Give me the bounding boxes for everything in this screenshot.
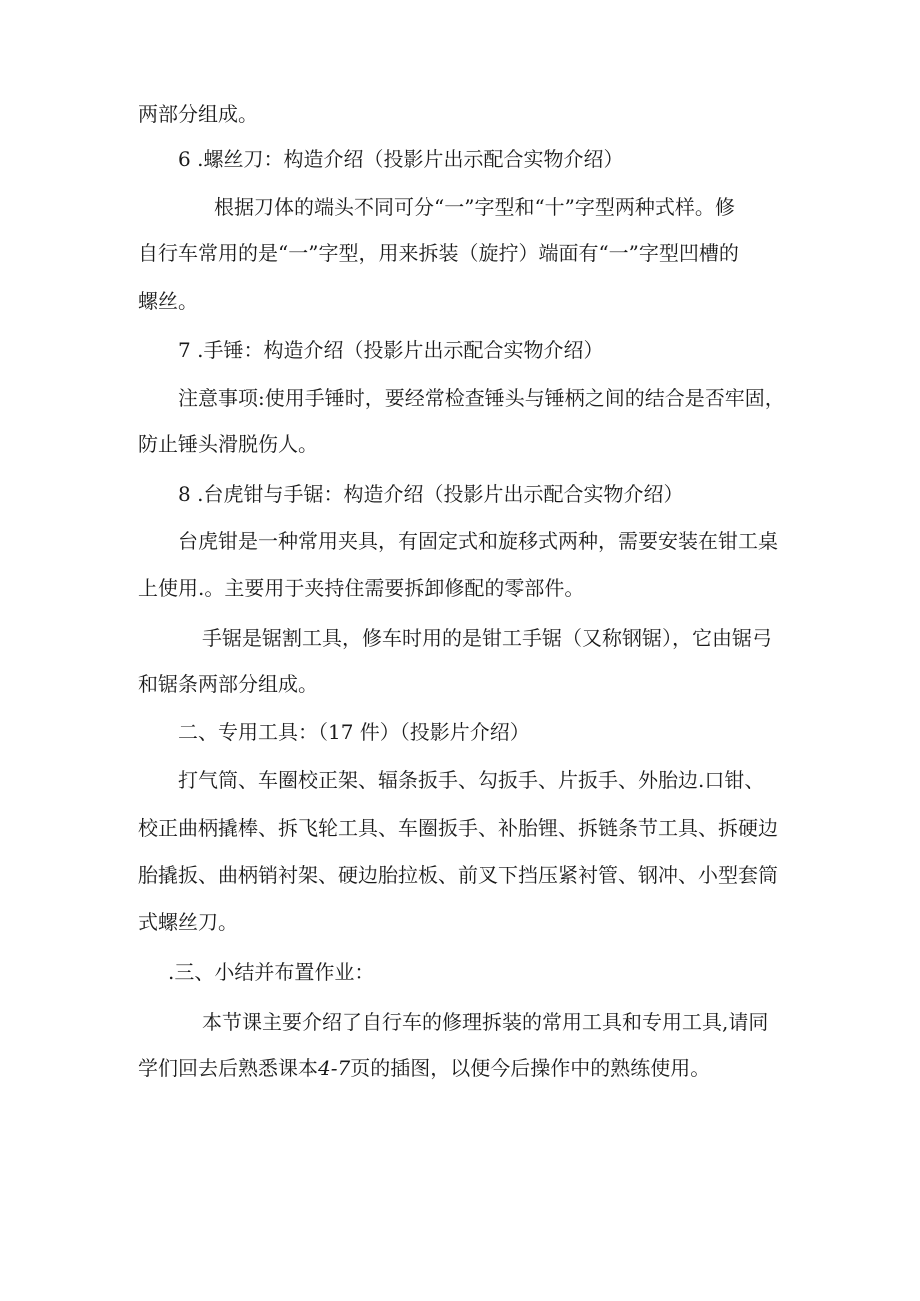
heading-text: 8 .台虎钳与手锯：构造介绍（投影片出示配合实物介绍） [178, 482, 684, 506]
text-line: 根据刀体的端头不同可分“一”字型和“十”字型两种式样。修 [214, 195, 735, 219]
text-line: 校正曲柄撬棒、拆飞轮工具、车圈扳手、补胎锂、拆链条节工具、拆硬边 [138, 816, 778, 840]
paragraph-line [0, 193, 920, 221]
text-line: 螺丝。 [138, 289, 198, 313]
paragraph-line [0, 574, 920, 602]
paragraph-line [0, 239, 920, 267]
text-prefix: 学们回去后熟悉课本 [138, 1056, 318, 1080]
text-line: 自行车常用的是“一”字型，用来拆装（旋拧）端面有“一”字型凹槽的 [138, 241, 739, 265]
text-line: 打气筒、车圈校正架、辐条扳手、勾扳手、片扳手、外胎边.口钳、 [178, 768, 765, 792]
paragraph-line [0, 1054, 920, 1082]
page-range: 4-7 [318, 1056, 351, 1080]
text-line: 本节课主要介绍了自行车的修理拆装的常用工具和专用工具,请同 [202, 1010, 769, 1034]
text-line: 两部分组成。 [138, 102, 258, 126]
paragraph-line [0, 527, 920, 555]
section-heading-vise-saw [0, 480, 920, 508]
heading-text: 6 .螺丝刀：构造介绍（投影片出示配合实物介绍） [178, 147, 624, 171]
heading-text: 7 .手锤：构造介绍（投影片出示配合实物介绍） [178, 338, 604, 362]
heading-text: .三、小结并布置作业： [168, 960, 375, 984]
section-heading-screwdriver [0, 145, 920, 173]
text-line: 胎撬扳、曲柄销衬架、硬边胎拉板、前叉下挡压紧衬管、钢冲、小型套筒 [138, 863, 778, 887]
paragraph-line [0, 1008, 920, 1036]
paragraph-line [0, 430, 920, 458]
paragraph-line [0, 861, 920, 889]
text-line: 注意事项:使用手锤时，要经常检查锤头与锤柄之间的结合是否牢固， [178, 386, 785, 410]
text-line: 防止锤头滑脱伤人。 [138, 432, 318, 456]
heading-text: 二、专用工具：（17 件）（投影片介绍） [178, 720, 530, 744]
paragraph-line [0, 624, 920, 652]
text-suffix: 页的插图，以便今后操作中的熟练使用。 [350, 1056, 711, 1080]
paragraph-line [0, 670, 920, 698]
section-heading-hammer [0, 336, 920, 364]
paragraph-line [0, 908, 920, 936]
paragraph-line [0, 814, 920, 842]
section-heading-summary [0, 958, 920, 986]
text-line: 和锯条两部分组成。 [138, 672, 318, 696]
text-line: 式螺丝刀。 [138, 910, 238, 934]
paragraph-line [0, 384, 920, 412]
paragraph-line [0, 287, 920, 315]
paragraph-line [0, 100, 920, 128]
text-line: 上使用.。主要用于夹持住需要拆卸修配的零部件。 [138, 576, 585, 600]
text-line: 台虎钳是一种常用夹具，有固定式和旋移式两种，需要安装在钳工桌 [178, 529, 778, 553]
paragraph-line [0, 766, 920, 794]
text-line: 手锯是锯割工具，修车时用的是钳工手锯（又称钢锯），它由锯弓 [202, 626, 772, 650]
section-heading-special-tools [0, 718, 920, 746]
